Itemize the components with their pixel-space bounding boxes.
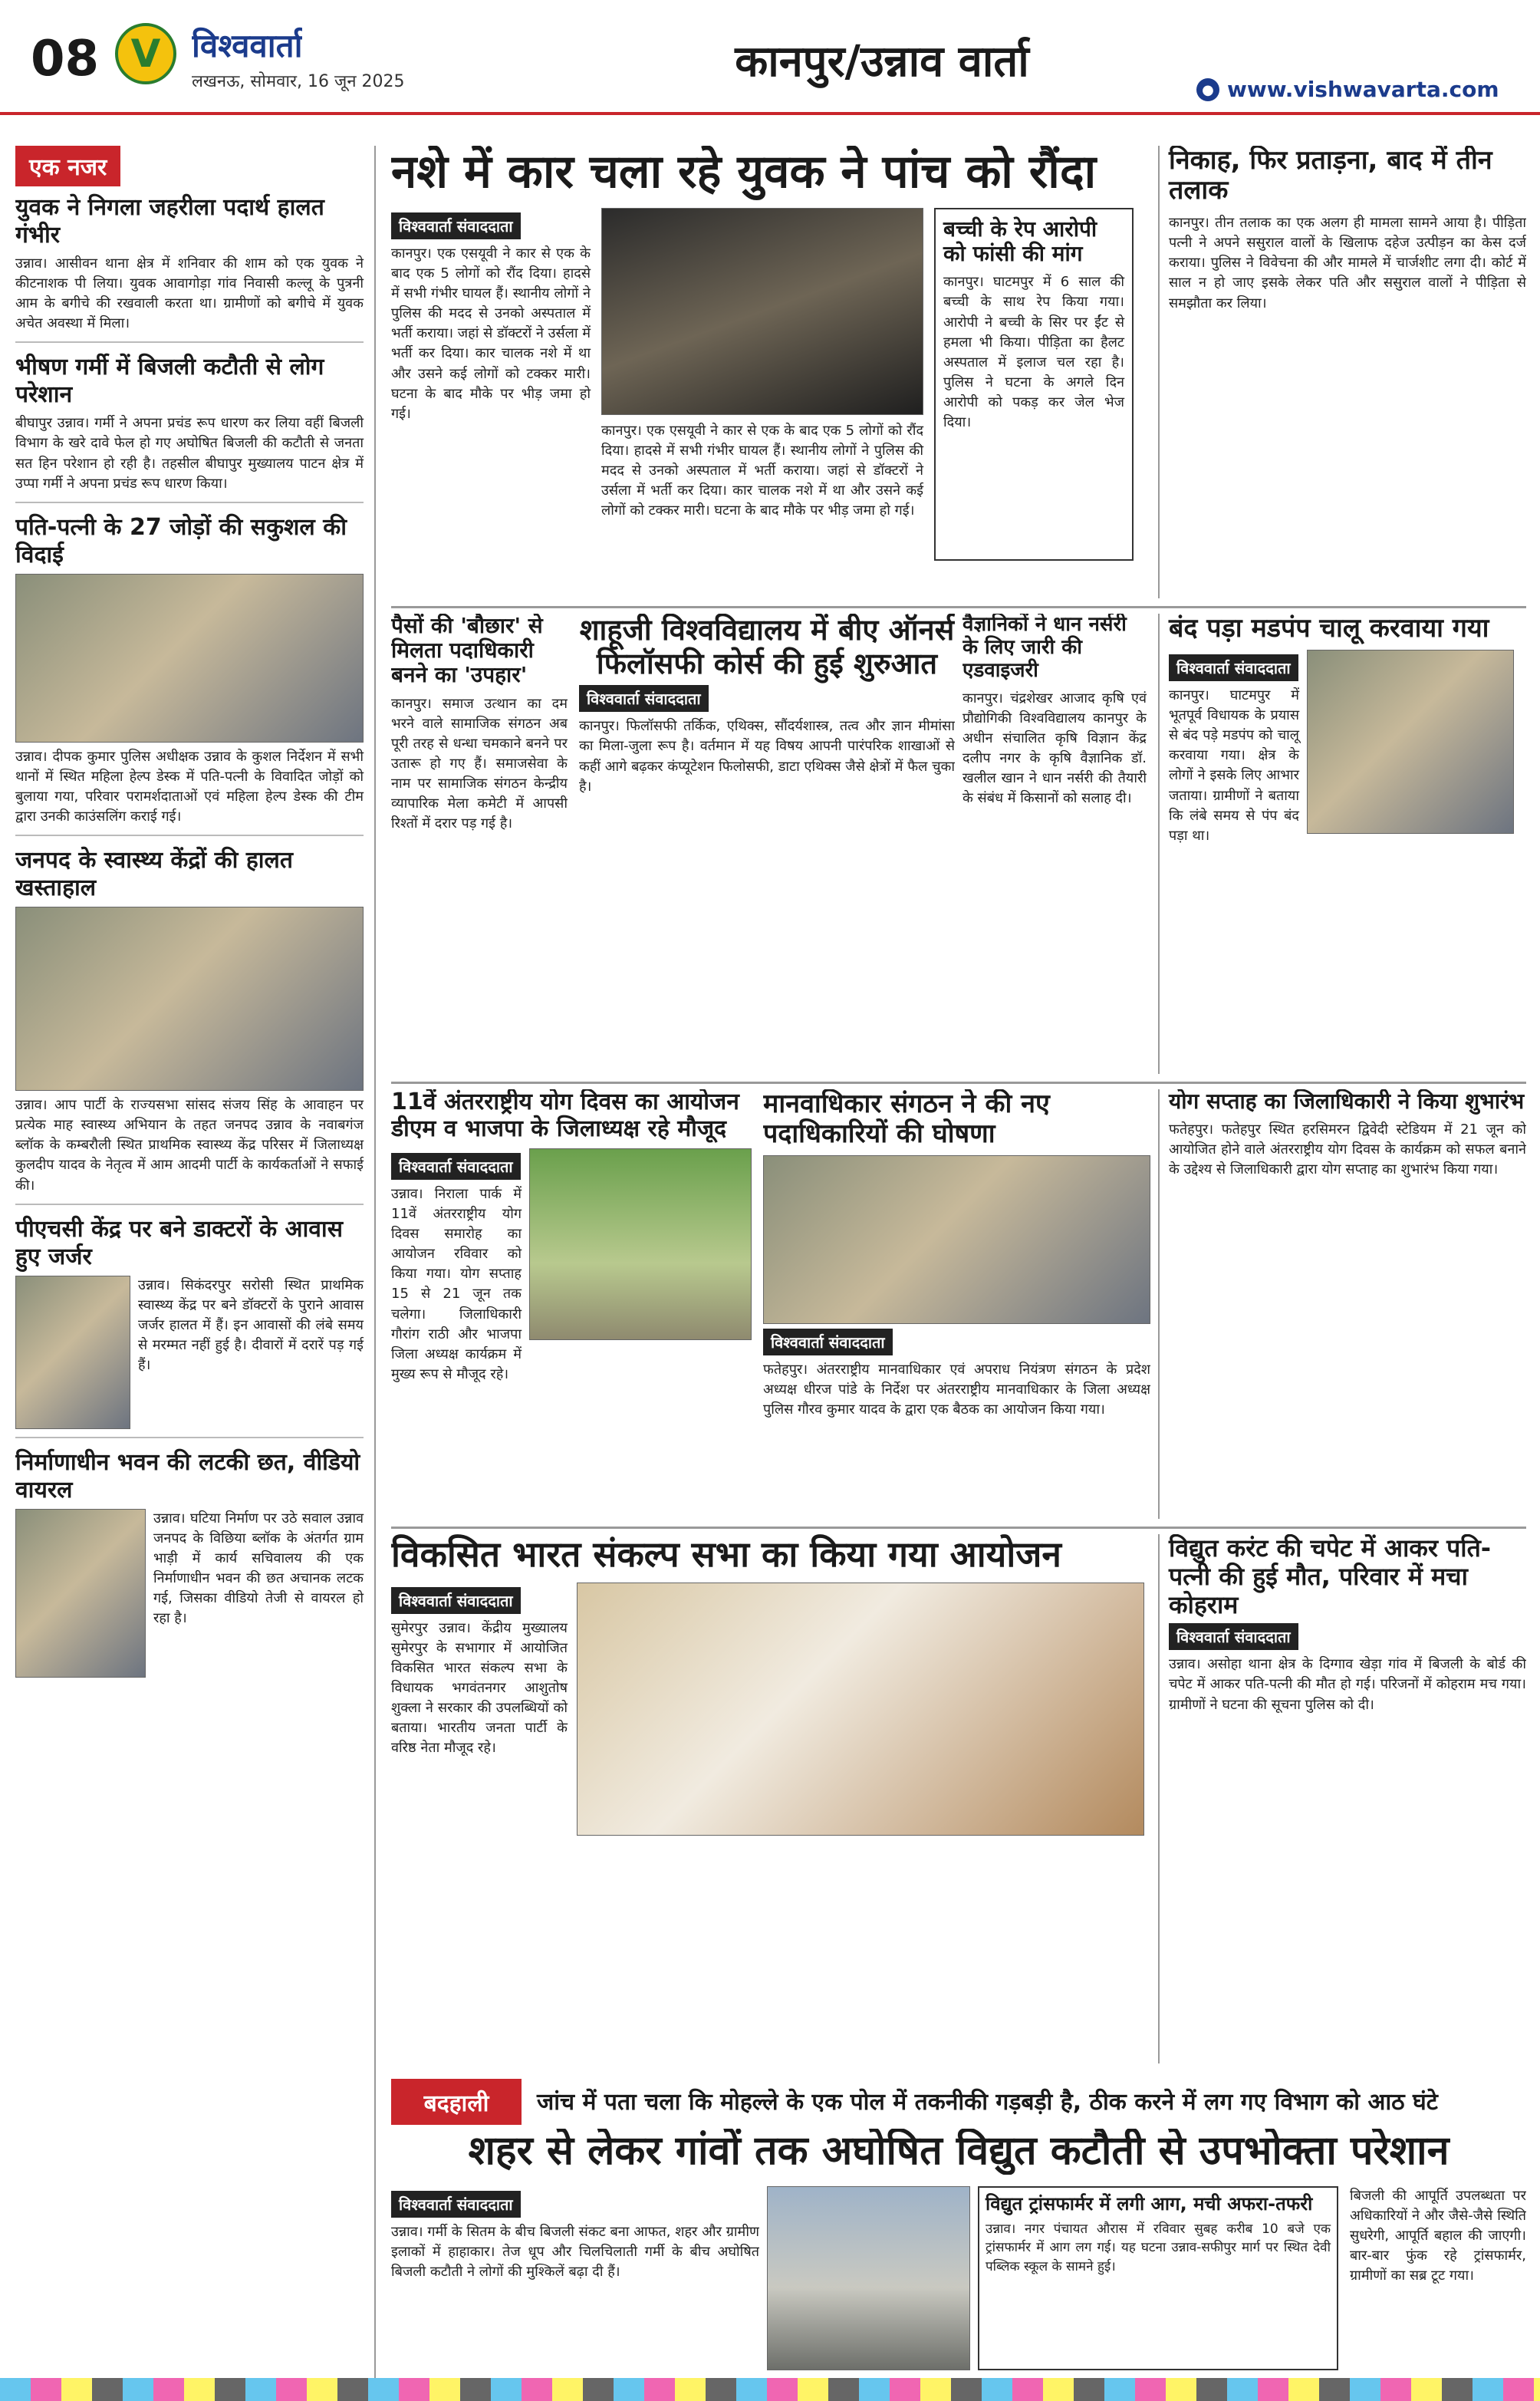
rape-accused-box: [934, 208, 1134, 561]
lead-text-continued: कानपुर। एक एसयूवी ने कार से एक के बाद एक 5 लोगों को रौंद दिया। हादसे में सभी गंभीर घायल हैं। स्थानीय लोगों ने पुलिस की मदद से उनको अस्पताल में भर्ती कराया। जहां से डॉक्टरों ने उर्सला में भर्ती कर दिया। कार चालक नशे में था और उसने कई लोगों को टक्कर मारी। घटना के बाद मौके पर भीड़ जमा हो गई।: [601, 423, 923, 519]
transformer-text: उन्नाव। नगर पंचायत औरास में रविवार सुबह करीब 10 बजे एक ट्रांसफार्मर में आग लग गई। यह घटना उन्नाव-सफीपुर मार्ग पर स्थित देवी पब्लिक स्कूल के सामने हुई।: [986, 2221, 1331, 2274]
brief-headline: पीएचसी केंद्र पर बने डाक्टरों के आवास हुए जर्जर: [15, 1215, 343, 1270]
box-text: कानपुर। घाटमपुर में 6 साल की बच्ची के साथ रेप किया गया। आरोपी ने बच्ची के सिर पर ईंट से हमला भी किया। पीड़िता का हैलट अस्पताल में इलाज चल रहा है। पुलिस ने घटना के अगले दिन आरोपी को पकड़ कर जेल भेज दिया।: [943, 274, 1124, 431]
lead-story: [391, 146, 1143, 598]
lead-text: कानपुर। एक एसयूवी ने कार से एक के बाद एक 5 लोगों को रौंद दिया। हादसे में सभी गंभीर घायल हैं। स्थानीय लोगों ने पुलिस की मदद से उनको अस्पताल में भर्ती कराया। जहां से डॉक्टरों ने उर्सला में भर्ती कर दिया। कार चालक नशे में था और उसने कई लोगों को टक्कर मारी। घटना के बाद मौके पर भीड़ जमा हो गई।: [391, 245, 591, 422]
viksit-text: सुमेरपुर उन्नाव। केंद्रीय मुख्यालय सुमेरपुर के सभागार में आयोजित विकसित भारत संकल्प सभा के विधायक भगवंतनगर आशुतोष शुक्ला ने सरकार की उपलब्धियों को बताया। भारतीय जनता पार्टी के वरिष्ठ नेता मौजूद रहे।: [391, 1619, 568, 1757]
human-rights-byline: विश्ववार्ता संवाददाता: [763, 1329, 893, 1355]
dowry-story: [391, 614, 568, 1074]
divider: [391, 1082, 1526, 1084]
brief-item: [15, 1449, 364, 1685]
paper-name: विश्ववार्ता: [192, 27, 303, 64]
power-cut-story: [391, 2186, 759, 2370]
human-rights-text: फतेहपुर। अंतरराष्ट्रीय मानवाधिकार एवं अपराध नियंत्रण संगठन के प्रदेश अध्यक्ष धीरज पांडे के निर्देश पर अंतरराष्ट्रीय मानवाधिकार के जिला अध्यक्ष पुलिस गौरव कुमार यादव के द्वारा एक बैठक का आयोजन किया गया।: [763, 1362, 1150, 1418]
viksit-story: [391, 1534, 1150, 2063]
electrocution-headline: विद्युत करंट की चपेट में आकर पति-पत्नी की हुई मौत, परिवार में मचा कोहराम: [1169, 1534, 1492, 1619]
brief-headline: युवक ने निगला जहरीला पदार्थ हालत गंभीर: [15, 194, 324, 249]
banner-kicker: जांच में पता चला कि मोहल्ले के एक पोल में तकनीकी गड़बड़ी है, ठीक करने में लग गए विभाग को आठ घंटे: [537, 2089, 1438, 2116]
accident-photo: [601, 208, 923, 415]
yoga-week-headline: योग सप्ताह का जिलाधिकारी ने किया शुभारंभ: [1169, 1089, 1525, 1114]
logo-icon: V: [115, 23, 176, 84]
building-photo: [15, 1276, 130, 1429]
power-right-story: [1350, 2186, 1526, 2370]
yoga-text: उन्नाव। निराला पार्क में 11वें अंतरराष्ट्रीय योग दिवस समारोह का आयोजन रविवार को किया गया। योग सप्ताह 15 से 21 जून तक चलेगा। जिलाधिकारी गौरांग राठी और भाजपा जिला अध्यक्ष कार्यक्रम में मुख्य रूप से मौजूद रहे।: [391, 1186, 522, 1382]
health-centre-photo: [15, 907, 364, 1091]
power-cut-headline: शहर से लेकर गांवों तक अघोषित विद्युत कटौती से उपभोक्ता परेशान: [468, 2129, 1450, 2174]
brief-headline: पति-पत्नी के 27 जोड़ों की सकुशल की विदाई: [15, 513, 347, 568]
human-rights-photo: [763, 1155, 1150, 1324]
mandap-headline: बंद पड़ा मडपंप चालू करवाया गया: [1169, 614, 1489, 644]
brief-headline: भीषण गर्मी में बिजली कटौती से लोग परेशान: [15, 354, 324, 409]
yoga-photo: [529, 1148, 752, 1340]
brief-item: [15, 354, 364, 502]
couple-photo: [15, 574, 364, 743]
dowry-text: कानपुर। समाज उत्थान का दम भरने वाले सामाजिक संगठन अब पूरी तरह से धन्धा चमकाने बनने पर उतारू हो गए हैं। समाजसेवा के नाम पर सामाजिक संगठन केन्द्रीय व्यापारिक मेला कमेटी में आपसी रिश्तों में दरार पड़ गई है।: [391, 695, 568, 832]
print-color-bar: [0, 2378, 1540, 2401]
talaq-headline: निकाह, फिर प्रताड़ना, बाद में तीन तलाक: [1169, 146, 1492, 206]
masthead: [0, 0, 1540, 115]
talaq-text: कानपुर। तीन तलाक का एक अलग ही मामला सामने आया है। पीड़िता पत्नी ने अपने ससुराल वालों के खिलाफ दहेज उत्पीड़न का केस दर्ज कराया। पुलिस ने विवेचना की और मामले में चार्जशीट लगा दी। कोर्ट में साल न हो जाए इसके लेकर पति और ससुराल वालों ने पीड़िता से समझौता कर लिया।: [1169, 215, 1526, 311]
viksit-headline: विकसित भारत संकल्प सभा का किया गया आयोजन: [391, 1534, 1061, 1575]
transformer-story: [978, 2186, 1338, 2370]
scientists-story: [962, 614, 1147, 1074]
construction-photo: [15, 1509, 146, 1678]
brief-headline: निर्माणाधीन भवन की लटकी छत, वीडियो वायरल: [15, 1448, 360, 1504]
power-cut-text: उन्नाव। गर्मी के सितम के बीच बिजली संकट बना आफत, शहर और ग्रामीण इलाकों में हाहाकार। तेज धूप और चिलचिलाती गर्मी के बीच अघोषित बिजली कटौती ने लोगों की मुश्किलें बढ़ा दी हैं।: [391, 2224, 759, 2281]
brief-text: उन्नाव। घटिया निर्माण पर उठे सवाल उन्नाव जनपद के विछिया ब्लॉक के अंतर्गत ग्राम भाड़ी में कार्य सचिवालय की एक निर्माणाधीन भवन की छत अचानक लटक गई, जिसका वीडियो तेजी से वायरल हो रहा है।: [153, 1510, 364, 1627]
yoga-byline: विश्ववार्ता संवाददाता: [391, 1153, 521, 1180]
section-title: कानपुर/उन्नाव वार्ता: [735, 37, 1029, 87]
scientists-headline: वैज्ञानिकों ने धान नर्सरी के लिए जारी की एडवाइजरी: [962, 614, 1127, 682]
human-rights-story: [763, 1089, 1150, 1519]
power-right-text: बिजली की आपूर्ति उपलब्धता पर अधिकारियों ने और जैसे-जैसे स्थिति सुधरेगी, आपूर्ति बहाल की जाएगी। बार-बार फुंक रहे ट्रांसफार्मर, ग्रामीणों का सब्र टूट गया।: [1350, 2188, 1526, 2284]
divider: [391, 606, 1526, 608]
power-cut-byline: विश्ववार्ता संवाददाता: [391, 2191, 521, 2218]
website-link[interactable]: www.vishwavarta.com: [1227, 77, 1499, 102]
brief-text: उन्नाव। आसीवन थाना क्षेत्र में शनिवार की शाम को एक युवक ने कीटनाशक पी लिया। युवक आवागोड़ा गांव निवासी कल्लू के पुत्रनी आम के बगीचे की रखवाली करता था। ग्रामीणों को बगीचे में युवक अचेत अवस्था में मिला।: [15, 255, 364, 332]
box-headline: बच्ची के रेप आरोपी को फांसी की मांग: [943, 216, 1097, 267]
brief-text: उन्नाव। आप पार्टी के राज्यसभा सांसद संजय सिंह के आवाहन पर प्रत्येक माह स्वास्थ्य अभियान के तहत जनपद उन्नाव के नवाबगंज ब्लॉक के कम्बरौली स्थित प्राथमिक स्वास्थ्य केंद्र परिसर में जिलाध्यक्ष कुलदीप यादव के नेतृत्व में आम आदमी पार्टी के कार्यकर्ताओं ने सफाई की।: [15, 1097, 364, 1194]
scientists-text: कानपुर। चंद्रशेखर आजाद कृषि एवं प्रौद्योगिकी विश्वविद्यालय कानपुर के अधीन संचालित कृषि विज्ञान केंद्र दलीप नगर के कृषि वैज्ञानिक डॉ. खलील खान ने धान नर्सरी की तैयारी के संबंध में किसानों को सलाह दी।: [962, 690, 1147, 807]
lead-headline: नशे में कार चला रहे युवक ने पांच को रौंदा: [391, 146, 1097, 199]
dowry-headline: पैसों की 'बौछार' से मिलता पदाधिकारी बनने का 'उपहार': [391, 614, 543, 688]
electrocution-byline: विश्ववार्ता संवाददाता: [1169, 1623, 1298, 1650]
brief-item: [15, 847, 364, 1204]
brief-headline: जनपद के स्वास्थ्य केंद्रों की हालत खस्ताहाल: [15, 847, 294, 902]
mandap-byline: विश्ववार्ता संवाददाता: [1169, 654, 1298, 681]
badhali-tag: बदहाली: [391, 2079, 522, 2125]
university-headline: शाहूजी विश्वविद्यालय में बीए ऑनर्स फिलॉसफी कोर्स की हुई शुरुआत: [579, 614, 955, 680]
substation-photo: [767, 2186, 970, 2370]
brief-item: [15, 514, 364, 836]
yoga-story: [391, 1089, 752, 1519]
yoga-week-story: [1158, 1089, 1526, 1519]
brief-text: उन्नाव। दीपक कुमार पुलिस अधीक्षक उन्नाव के कुशल निर्देशन में सभी थानों में स्थित महिला हेल्प डेस्क में पति-पत्नी के विवादित जोड़ों को बुलाया गया, परिवार परामर्शदाताओं एवं महिला हेल्प डेस्क की टीम द्वारा उनकी काउंसलिंग कराई गई।: [15, 748, 364, 825]
viksit-byline: विश्ववार्ता संवाददाता: [391, 1587, 521, 1614]
mandap-photo: [1307, 650, 1514, 834]
yoga-week-text: फतेहपुर। फतेहपुर स्थित हरसिमरन द्विवेदी स्टेडियम में 21 जून को आयोजित होने वाले अंतरराष्ट्रीय योग दिवस के कार्यक्रम को सफल बनाने के उद्देश्य से जिलाधिकारी द्वारा योग सप्ताह का शुभारंभ किया गया।: [1169, 1121, 1526, 1178]
ek-nazar-tag: एक नजर: [15, 146, 120, 186]
university-story: [579, 614, 955, 1074]
mandap-story: [1158, 614, 1526, 1074]
talaq-story: [1158, 146, 1526, 598]
electrocution-story: [1158, 1534, 1526, 2063]
dateline: लखनऊ, सोमवार, 16 जून 2025: [192, 72, 405, 91]
brief-item: [15, 194, 364, 343]
left-column: [15, 146, 376, 2378]
transformer-headline: विद्युत ट्रांसफार्मर में लगी आग, मची अफरा-तफरी: [986, 2193, 1313, 2215]
page-number: 08: [31, 31, 100, 87]
human-rights-headline: मानवाधिकार संगठन ने की नए पदाधिकारियों की घोषणा: [763, 1089, 1050, 1150]
brief-item: [15, 1216, 364, 1438]
yoga-headline: 11वें अंतरराष्ट्रीय योग दिवस का आयोजन डीएम व भाजपा के जिलाध्यक्ष रहे मौजूद: [391, 1089, 739, 1142]
university-byline: विश्ववार्ता संवाददाता: [579, 685, 709, 712]
university-text: कानपुर। फिलॉसफी तर्किक, एथिक्स, सौंदर्यशास्त्र, तत्व और ज्ञान मीमांसा का मिला-जुला रूप है। वर्तमान में यह विषय आपनी पारंपरिक शाखाओं से कहीं आगे बढ़कर कंप्यूटेशन फिलोसफी, डाटा एथिक्स जैसे क्षेत्रों में फैल चुका है।: [579, 718, 955, 795]
viksit-photo: [577, 1583, 1144, 1836]
divider: [391, 1527, 1526, 1529]
brief-text: बीघापुर उन्नाव। गर्मी ने अपना प्रचंड रूप धारण कर लिया वहीं बिजली विभाग के खरे दावे फेल हो गए अघोषित बिजली की कटौती से जनता सत हिन परेशान हो रही है। तहसील बीघापुर मुख्यालय पाटन क्षेत्र में उप्पा गर्मी ने अपना प्रचंड रूप धारण किया।: [15, 415, 364, 492]
globe-icon: ●: [1196, 78, 1219, 101]
lead-byline: विश्ववार्ता संवाददाता: [391, 212, 521, 239]
electrocution-text: उन्नाव। असोहा थाना क्षेत्र के दिग्गाव खेड़ा गांव में बिजली के बोर्ड की चपेट में आकर पति-पत्नी की मौत हो गई। परिजनों में कोहराम मच गया। ग्रामीणों ने घटना की सूचना पुलिस को दी।: [1169, 1656, 1526, 1713]
mandap-text: कानपुर। घाटमपुर में भूतपूर्व विधायक के प्रयास से बंद पड़े मडपंप को चालू करवाया गया। क्षेत्र के लोगों ने इसके लिए आभार जताया। ग्रामीणों ने बताया कि लंबे समय से पंप बंद पड़ा था।: [1169, 687, 1299, 844]
brief-text: उन्नाव। सिकंदरपुर सरोसी स्थित प्राथमिक स्वास्थ्य केंद्र पर बने डॉक्टरों के पुराने आवास जर्जर हालत में हैं। इन आवासों की लंबे समय से मरम्मत नहीं हुई है। दीवारों में दरारें पड़ गई हैं।: [138, 1276, 364, 1373]
badhali-banner: [391, 2079, 1526, 2125]
